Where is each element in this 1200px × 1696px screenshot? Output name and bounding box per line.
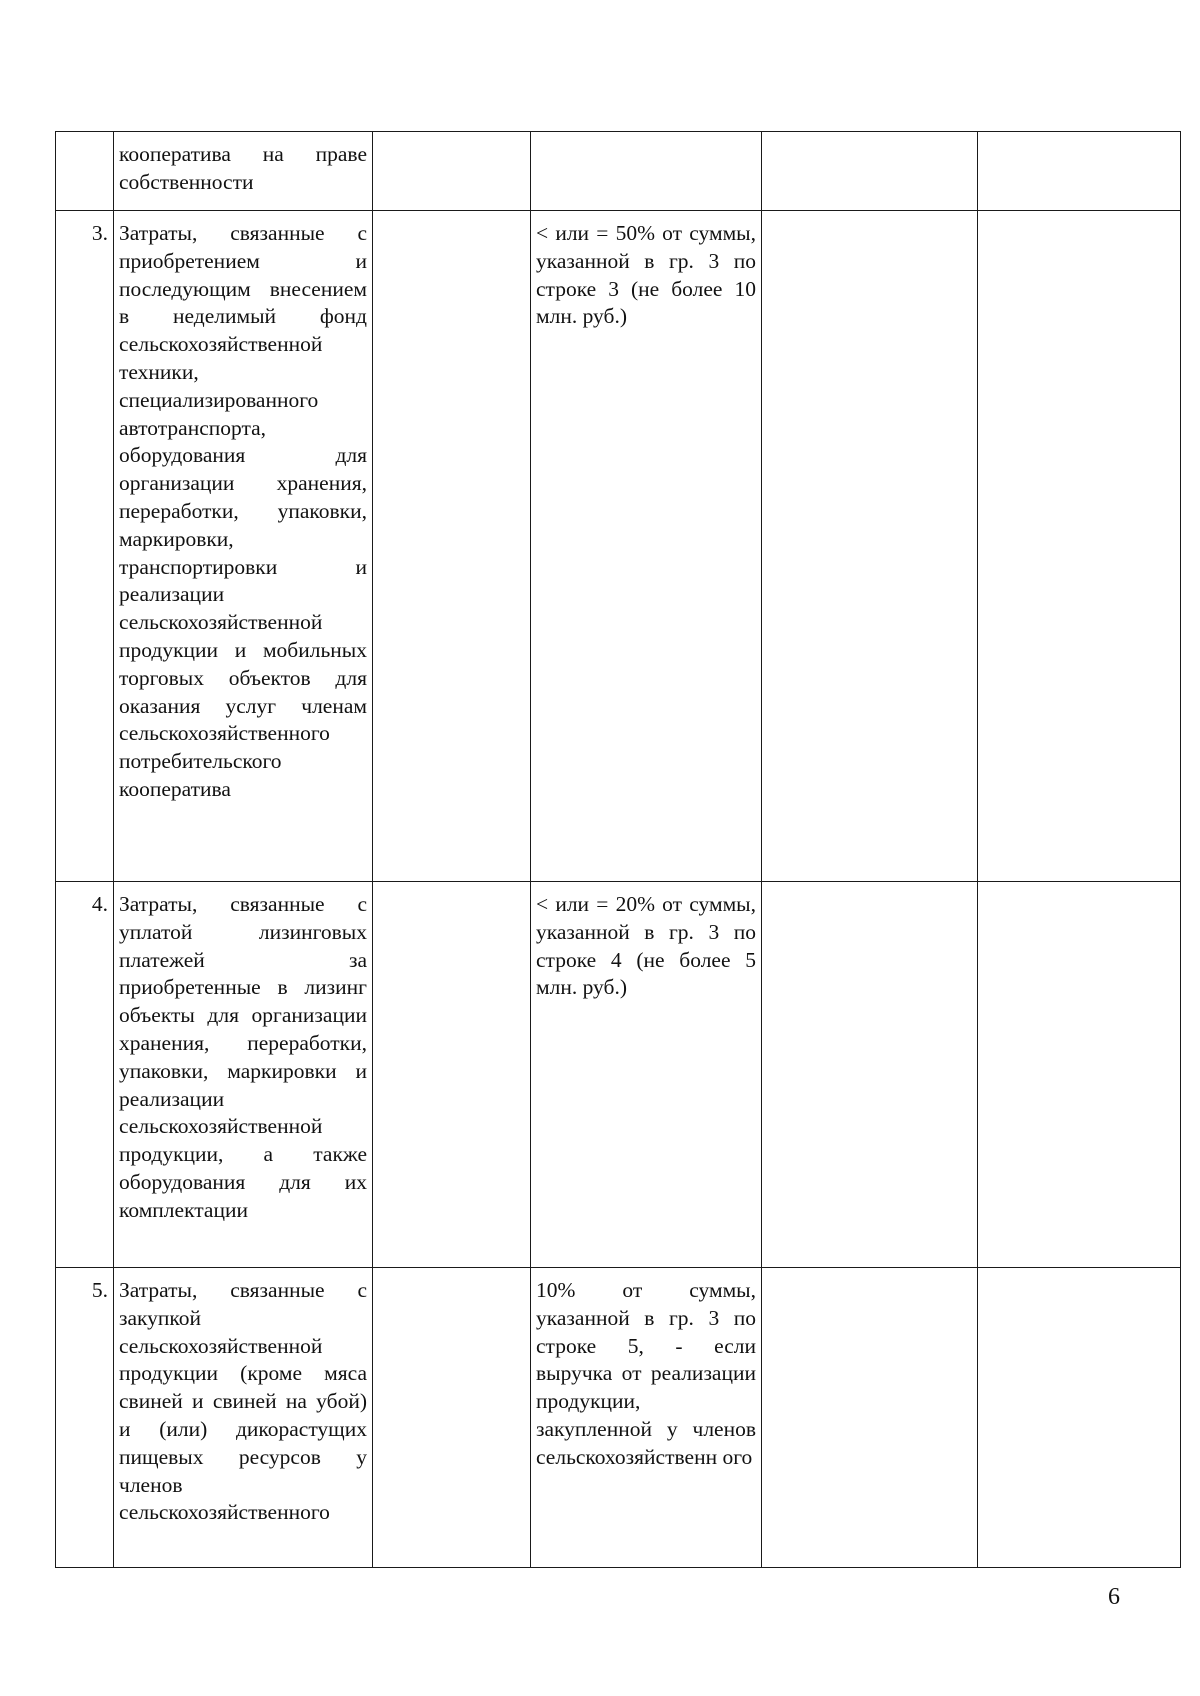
amount-cell [373, 211, 531, 882]
row-number: 5. [56, 1268, 114, 1568]
page-number: 6 [1108, 1584, 1120, 1610]
table-row [56, 211, 1181, 882]
empty-cell [762, 132, 978, 211]
empty-cell [978, 1268, 1181, 1568]
cost-description: Затраты, связанные с уплатой лизинговых платежей за приобретенные в лизинг объекты для организации хранения, переработки, упаковки, маркировки и реализации сельскохозяйственной продукции, а также оборудования для их комплектации [114, 882, 373, 1268]
row-number: 3. [56, 211, 114, 882]
amount-cell [373, 132, 531, 211]
empty-cell [762, 211, 978, 882]
row-number [56, 132, 114, 211]
empty-cell [978, 882, 1181, 1268]
cost-description: Затраты, связанные с закупкой сельскохозяйственной продукции (кроме мяса свиней и свиней на убой) и (или) дикорастущих пищевых ресурсов у членов сельскохозяйственного [114, 1268, 373, 1568]
row-number: 4. [56, 882, 114, 1268]
costs-table [55, 131, 1181, 1568]
empty-cell [762, 1268, 978, 1568]
subsidy-norm: < или = 20% от суммы, указанной в гр. 3 по строке 4 (не более 5 млн. руб.) [531, 882, 762, 1268]
amount-cell [373, 1268, 531, 1568]
table-row [56, 882, 1181, 1268]
subsidy-norm [531, 132, 762, 211]
empty-cell [978, 132, 1181, 211]
subsidy-norm: 10% от суммы, указанной в гр. 3 по строке 5, - если выручка от реализации продукции, закупленной у членов сельскохозяйственн ого [531, 1268, 762, 1568]
cost-description: кооператива на праве собственности [114, 132, 373, 211]
amount-cell [373, 882, 531, 1268]
table-row [56, 132, 1181, 211]
subsidy-norm: < или = 50% от суммы, указанной в гр. 3 по строке 3 (не более 10 млн. руб.) [531, 211, 762, 882]
cost-description: Затраты, связанные с приобретением и последующим внесением в неделимый фонд сельскохозяйственной техники, специализированного автотранспорта, оборудования для организации хранения, переработки, упаковки, маркировки, транспортировки и реализации сельскохозяйственной продукции и мобильных торговых объектов для оказания услуг членам сельскохозяйственного потребительского кооператива [114, 211, 373, 882]
empty-cell [978, 211, 1181, 882]
empty-cell [762, 882, 978, 1268]
table-row [56, 1268, 1181, 1568]
